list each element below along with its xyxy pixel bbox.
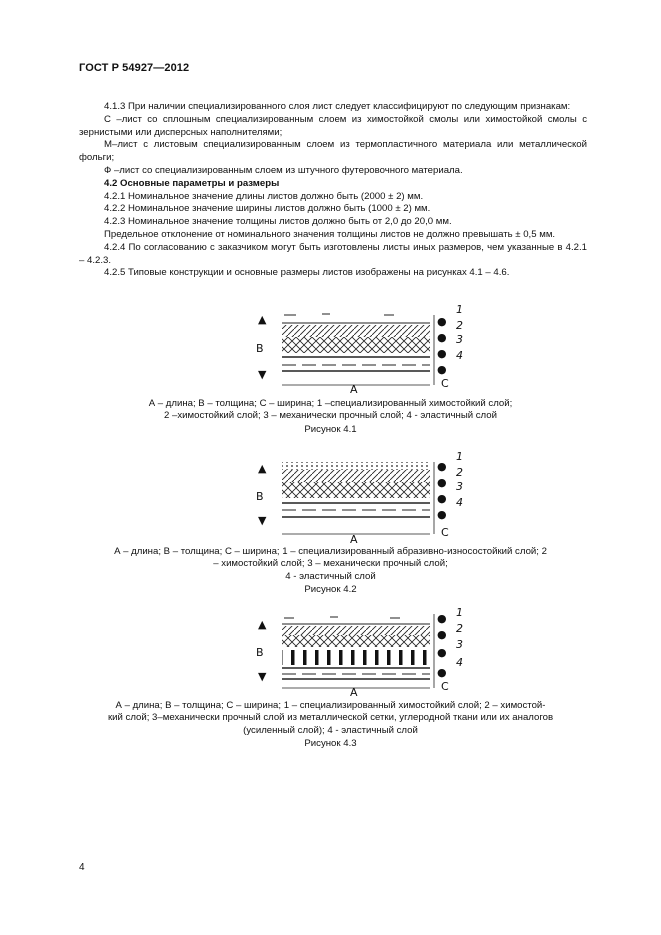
- marker-dot-4: ●: [437, 363, 447, 376]
- figure-4-2-caption: А – длина; В – толщина; С – ширина; 1 – специализированный абразивно-износостойкий слой; 2 – химостойкий слой; 3 – механически прочный слой; 4 - эластичный слой: [114, 546, 547, 582]
- figure-4-3-diagram: [0, 606, 661, 699]
- layer-mechanical: [282, 337, 430, 353]
- label-b: В: [256, 646, 264, 659]
- layer-chemical-resistant: [282, 325, 430, 337]
- label-2: 2: [456, 622, 463, 635]
- layer-abrasion-resistant: [282, 462, 430, 470]
- layer-crosshatch: [282, 635, 430, 647]
- figure-4-3: [0, 606, 661, 756]
- body-text: [79, 101, 587, 280]
- figure-4-3-title: Рисунок 4.3: [304, 738, 357, 749]
- paragraph-4-2-1: 4.2.1 Номинальное значение длины листов должно быть (2000 ± 2) мм.: [104, 190, 424, 202]
- paragraph-4-2-2: 4.2.2 Номинальное значение ширины листов должно быть (1000 ± 2) мм.: [104, 203, 431, 215]
- label-b: В: [256, 490, 264, 503]
- label-1: 1: [456, 303, 463, 316]
- marker-dot-3: ●: [437, 347, 447, 360]
- label-4: 4: [456, 349, 463, 362]
- figure-4-2-diagram: [0, 450, 661, 546]
- label-3: 3: [456, 638, 463, 651]
- label-a: А: [350, 533, 358, 546]
- marker-dot-2: ●: [437, 476, 447, 489]
- paragraph-class-c: С –лист со сплошным специализированным слоем из химостойкой смолы или химостойкой смолы с зернистыми или дисперсных наполнителями;: [79, 113, 587, 138]
- layer-chemical-resistant: [282, 626, 430, 635]
- label-c: С: [441, 680, 449, 693]
- arrow-up-icon: ▲: [258, 462, 267, 475]
- figure-4-1-caption: А – длина; В – толщина; С – ширина; 1 –специализированный химостойкий слой; 2 –химостойкий слой; 3 – механически прочный слой; 4 - эластичный слой: [148, 398, 513, 422]
- label-c: С: [441, 526, 449, 539]
- label-4: 4: [456, 656, 463, 669]
- layer-mechanical: [282, 482, 430, 498]
- paragraph-class-f: Ф –лист со специализированным слоем из штучного футеровочного материала.: [104, 164, 463, 176]
- marker-dot-4: ●: [437, 666, 447, 679]
- label-1: 1: [456, 450, 463, 463]
- page-number: 4: [79, 862, 85, 873]
- label-a: А: [350, 383, 358, 396]
- label-3: 3: [456, 333, 463, 346]
- paragraph-4-1-3: 4.1.3 При наличии специализированного слоя лист следует классифицируют по следующим признакам:: [104, 101, 571, 112]
- paragraph-4-2-3: 4.2.3 Номинальное значение толщины листов должно быть от 2,0 до 20,0 мм.: [104, 216, 452, 228]
- layer-elastic: [282, 668, 430, 679]
- figure-4-2-title: Рисунок 4.2: [304, 584, 357, 595]
- arrow-up-icon: ▲: [258, 618, 267, 631]
- arrow-up-icon: ▲: [258, 313, 267, 326]
- paragraph-tolerance: Предельное отклонение от номинального значения толщины листов не должно превышать ± 0,5 мм.: [104, 228, 556, 240]
- figure-4-1: [0, 305, 661, 450]
- paragraph-class-m: М–лист с листовым специализированным слоем из термопластичного материала или металлической фольги;: [79, 139, 587, 164]
- figure-4-1-diagram: [0, 305, 661, 395]
- label-a: А: [350, 686, 358, 699]
- label-2: 2: [456, 319, 463, 332]
- marker-dot-2: ●: [437, 331, 447, 344]
- document-header: ГОСТ Р 54927—2012: [79, 62, 190, 74]
- paragraph-4-2-4: 4.2.4 По согласованию с заказчиком могут быть изготовлены листы иных размеров, чем указанные в 4.2.1 – 4.2.3.: [79, 241, 587, 266]
- arrow-down-icon: ▼: [258, 670, 267, 683]
- figure-4-2: [0, 450, 661, 598]
- layer-elastic: [282, 503, 430, 517]
- marker-dot-3: ●: [437, 646, 447, 659]
- marker-dot-2: ●: [437, 628, 447, 641]
- label-b: В: [256, 342, 264, 355]
- label-1: 1: [456, 606, 463, 619]
- label-3: 3: [456, 480, 463, 493]
- label-c: С: [441, 377, 449, 390]
- layer-reinforced-mesh: [282, 650, 430, 665]
- label-2: 2: [456, 466, 463, 479]
- marker-dot-1: ●: [437, 612, 447, 625]
- label-4: 4: [456, 496, 463, 509]
- arrow-down-icon: ▼: [258, 514, 267, 527]
- marker-dot-1: ●: [437, 315, 447, 328]
- layer-elastic: [282, 357, 430, 371]
- paragraph-4-2-5: 4.2.5 Типовые конструкции и основные размеры листов изображены на рисунках 4.1 – 4.6.: [104, 267, 510, 279]
- layer-specialized: [282, 314, 430, 323]
- layer-specialized: [282, 617, 430, 624]
- figure-4-3-caption: А – длина; В – толщина; С – ширина; 1 – специализированный химостойкий слой; 2 – химостой- кий слой; 3–механически прочный слой из металлической сетки, углеродной ткани или их аналогов (усиленный слой); 4 - эластичный слой: [107, 700, 554, 736]
- marker-dot-4: ●: [437, 508, 447, 521]
- arrow-down-icon: ▼: [258, 368, 267, 381]
- marker-dot-3: ●: [437, 492, 447, 505]
- section-heading-4-2: 4.2 Основные параметры и размеры: [104, 177, 280, 189]
- marker-dot-1: ●: [437, 460, 447, 473]
- layer-chemical-resistant: [282, 470, 430, 482]
- figure-4-1-title: Рисунок 4.1: [304, 424, 357, 435]
